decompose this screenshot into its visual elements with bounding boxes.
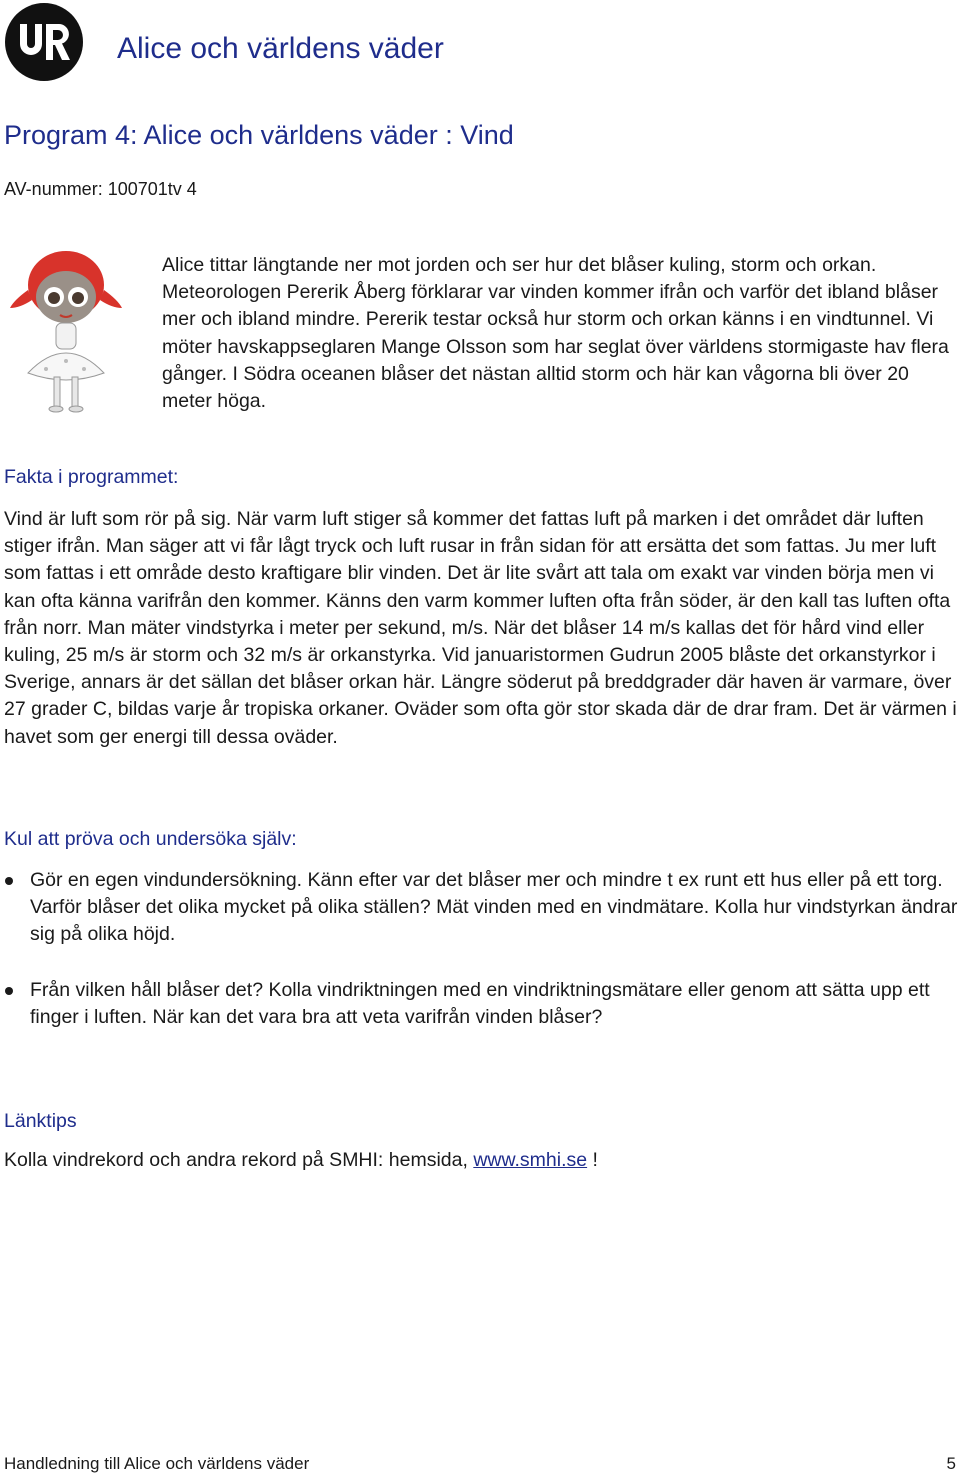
bullet-icon <box>5 877 13 885</box>
list-item <box>0 977 960 1031</box>
link-tip-suffix: ! <box>587 1149 598 1171</box>
link-tip-prefix: Kolla vindrekord och andra rekord på SMHI: hemsida, <box>4 1149 474 1171</box>
footer-text: Handledning till Alice och världens väder <box>4 1454 310 1473</box>
facts-text: Vind är luft som rör på sig. När varm luft stiger så kommer det fattas luft på marken i det området där luften stiger ifrån. Man säger att vi får lågt tryck och luft rusar in från sidan för att ersätta det som fattas. Ju mer luft som fattas i ett område desto kraftigare blir vinden. Det är lite svårt att tala om exakt var vinden börja men vi kan ofta känna varifrån den kommer. Känns den varm kommer luften ofta från söder, är den kall tas luften ofta från norr. Man mäter vindstyrka i meter per sekund, m/s. När det blåser 14 m/s kallas det för hård vind eller kuling, 25 m/s är storm och 32 m/s är orkanstyrka. Vid januaristormen Gudrun 2005 blåste det orkanstyrkor i Sverige, annars är det sällan det blåser orkan här. Längre söderut på breddgrader där haven är varmare, över 27 grader C, bildas varje år tropiska orkaner. Oväder som ofta gör stor skada där de drar fram. Det är värmen i havet som ger energi till dessa oväder. <box>4 508 957 748</box>
av-number: AV-nummer: 100701tv 4 <box>4 179 197 199</box>
smhi-link[interactable]: www.smhi.se <box>473 1149 588 1171</box>
page-header <box>0 0 960 90</box>
list-item-text: Från vilken håll blåser det? Kolla vindriktningen med en vindriktningsmätare eller genom att sätta upp ett finger i luften. När kan det vara bra att veta varifrån vinden blåser? <box>30 978 930 1028</box>
try-list <box>0 867 960 1059</box>
ur-logo-icon <box>4 2 84 82</box>
facts-heading: Fakta i programmet: <box>4 466 179 488</box>
list-item-text: Gör en egen vindundersökning. Känn efter var det blåser mer och mindre t ex runt ett hus eller på ett torg. Varför blåser det olika mycket på olika ställen? Mät vinden med en vindmätare. Kolla hur vindstyrkan ändrar sig på olika höjd. <box>30 869 958 946</box>
bullet-icon <box>5 987 13 995</box>
try-heading: Kul att pröva och undersöka själv: <box>4 828 297 850</box>
list-item <box>0 867 960 949</box>
links-heading: Länktips <box>4 1110 77 1132</box>
intro-text: Alice tittar längtande ner mot jorden och ser hur det blåser kuling, storm och orkan. Meteorologen Pererik Åberg förklarar var vinden kommer ifrån och varför det ibland blåser mer och ibland mindre. Pererik testar också hur storm och orkan känns i en vindtunnel. Vi möter havskappseglaren Mange Olsson som har seglat över världens stormigaste hav flera gånger. I Södra oceanen blåser det nästan alltid storm och här kan vågorna bli över 20 meter höga. <box>162 254 949 413</box>
link-tip-line <box>4 1149 598 1172</box>
alice-illustration-icon <box>6 245 126 417</box>
program-title: Program 4: Alice och världens väder : Vind <box>4 120 514 150</box>
document-title: Alice och världens väder <box>117 32 444 65</box>
page-number: 5 <box>946 1454 956 1473</box>
